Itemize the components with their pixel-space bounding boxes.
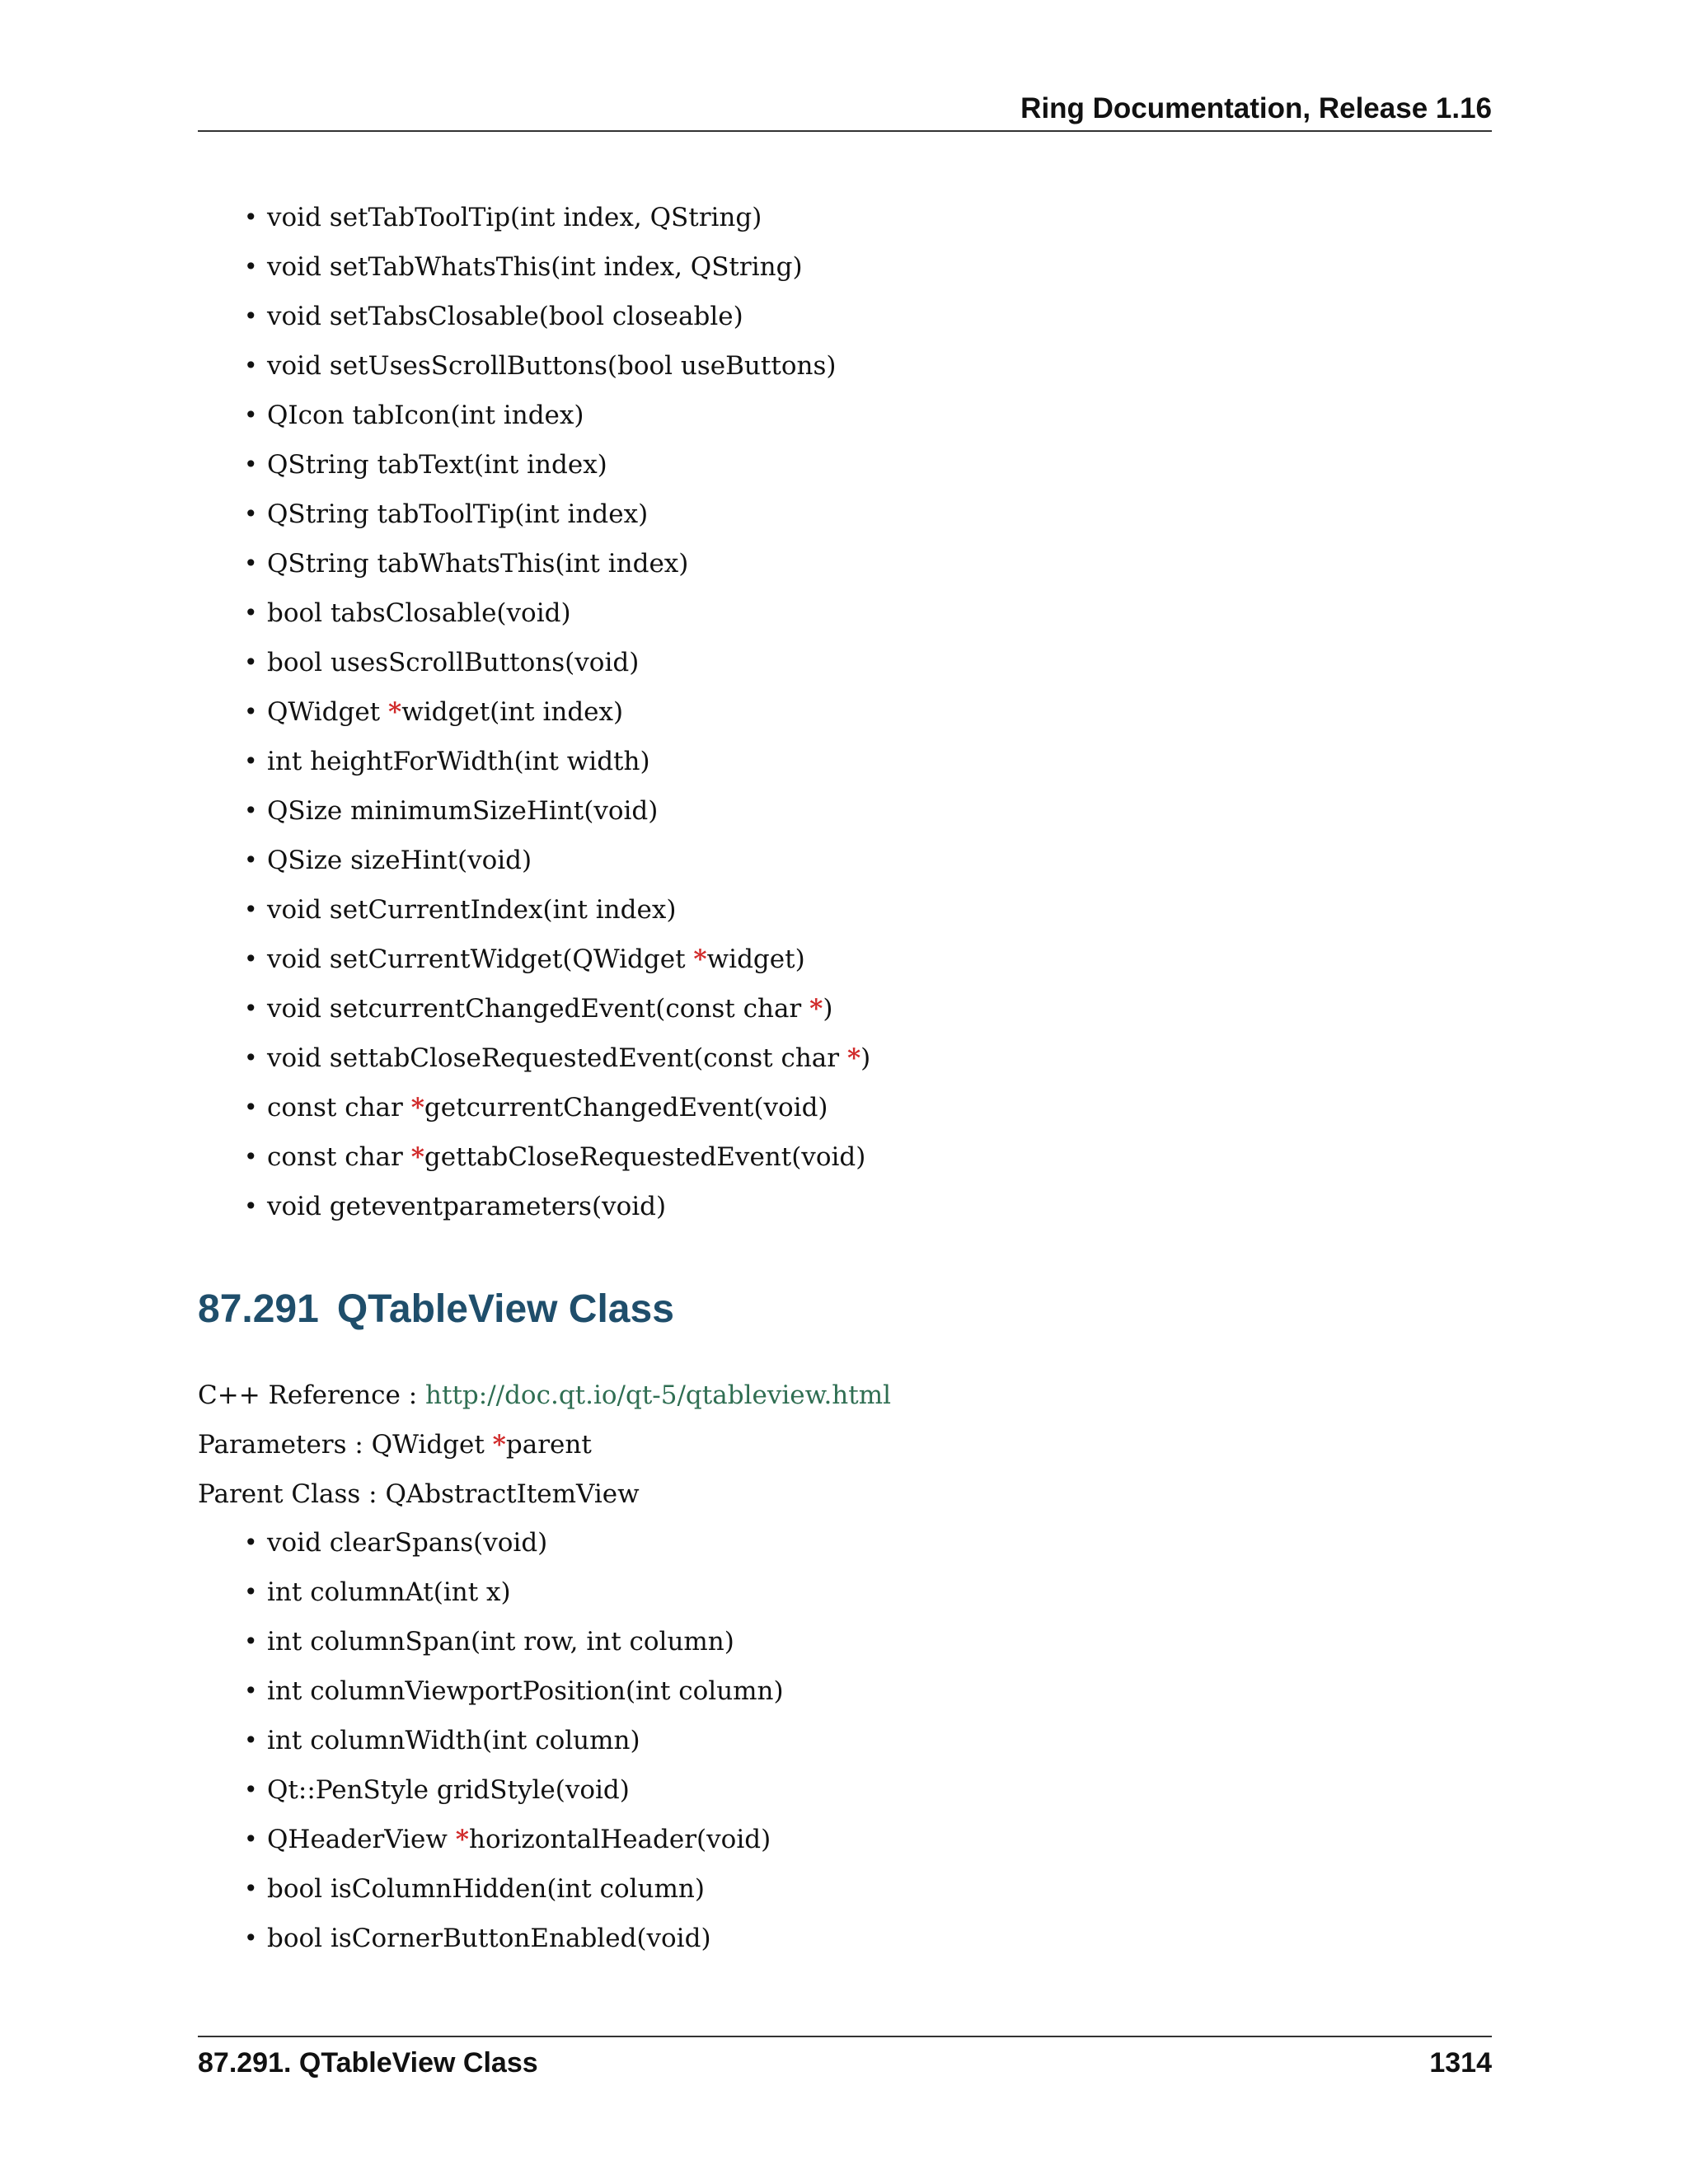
parameters-value: parent xyxy=(505,1430,592,1460)
method-list-item xyxy=(198,348,870,397)
method-list-item xyxy=(198,694,870,743)
bullet-icon: • xyxy=(244,1529,258,1556)
method-signature: void setTabToolTip(int index, QString) xyxy=(267,203,762,232)
section-title: QTableView Class xyxy=(336,1287,674,1331)
method-signature-rest: widget) xyxy=(706,944,805,974)
bullet-icon: • xyxy=(244,1825,258,1853)
method-signature: QString tabText(int index) xyxy=(267,450,607,480)
section-number: 87.291 xyxy=(198,1287,319,1331)
method-list-item xyxy=(198,397,870,447)
bullet-icon: • xyxy=(244,253,258,280)
method-list-item xyxy=(198,199,870,249)
method-signature: void setUsesScrollButtons(bool useButtons) xyxy=(267,351,837,381)
bullet-icon: • xyxy=(244,302,258,330)
running-footer xyxy=(198,2036,1492,2087)
method-signature: QIcon tabIcon(int index) xyxy=(267,401,584,430)
method-list-item xyxy=(198,1821,784,1871)
bullet-icon: • xyxy=(244,1193,258,1220)
method-signature: QString tabToolTip(int index) xyxy=(267,499,649,529)
method-signature: int columnWidth(int column) xyxy=(267,1726,640,1755)
method-signature: Qt::PenStyle gridStyle(void) xyxy=(267,1775,630,1805)
method-list-item xyxy=(198,644,870,694)
method-list-item xyxy=(198,1574,784,1624)
pointer-asterisk: * xyxy=(410,1142,424,1172)
method-signature: bool usesScrollButtons(void) xyxy=(267,648,640,677)
pointer-asterisk: * xyxy=(693,944,707,974)
bullet-icon: • xyxy=(244,550,258,577)
method-list-item xyxy=(198,1722,784,1772)
method-list-item xyxy=(198,298,870,348)
pointer-asterisk: * xyxy=(410,1093,424,1122)
method-list-item xyxy=(198,1040,870,1090)
method-signature: void settabCloseRequestedEvent(const char xyxy=(267,1043,847,1073)
method-signature: QHeaderView xyxy=(267,1825,456,1854)
bullet-icon: • xyxy=(244,204,258,231)
section-heading xyxy=(198,1283,674,1336)
method-list-item xyxy=(198,1139,870,1188)
bullet-icon: • xyxy=(244,1677,258,1704)
method-list-item xyxy=(198,793,870,842)
method-signature-rest: getcurrentChangedEvent(void) xyxy=(424,1093,828,1122)
method-signature: const char xyxy=(267,1142,411,1172)
bullet-icon: • xyxy=(244,945,258,972)
bullet-icon: • xyxy=(244,352,258,379)
bullet-icon: • xyxy=(244,1094,258,1121)
pointer-asterisk: * xyxy=(809,994,823,1024)
bullet-icon: • xyxy=(244,1776,258,1803)
method-list-item xyxy=(198,1673,784,1722)
method-signature-rest: horizontalHeader(void) xyxy=(469,1825,771,1854)
method-list-item xyxy=(198,1624,784,1673)
method-signature: void setCurrentWidget(QWidget xyxy=(267,944,694,974)
method-list-item xyxy=(198,546,870,595)
pointer-asterisk: * xyxy=(846,1043,861,1073)
method-list-item xyxy=(198,1525,784,1574)
cpp-reference-line xyxy=(198,1377,891,1413)
footer-section-title: 87.291. QTableView Class xyxy=(198,2047,538,2079)
bullet-icon: • xyxy=(244,698,258,725)
bullet-icon: • xyxy=(244,797,258,824)
method-signature: QSize minimumSizeHint(void) xyxy=(267,796,659,826)
bullet-icon: • xyxy=(244,1727,258,1754)
method-signature: int columnViewportPosition(int column) xyxy=(267,1676,784,1706)
method-signature-rest: gettabCloseRequestedEvent(void) xyxy=(424,1142,866,1172)
method-signature: bool isCornerButtonEnabled(void) xyxy=(267,1924,711,1953)
bullet-icon: • xyxy=(244,451,258,478)
parameters-line xyxy=(198,1427,592,1463)
method-signature: QWidget xyxy=(267,697,388,727)
method-signature: QString tabWhatsThis(int index) xyxy=(267,549,689,579)
method-signature: const char xyxy=(267,1093,411,1122)
bullet-icon: • xyxy=(244,500,258,527)
method-signature: void setcurrentChangedEvent(const char xyxy=(267,994,810,1024)
method-signature: int columnAt(int x) xyxy=(267,1577,511,1607)
method-list-item xyxy=(198,1772,784,1821)
method-signature: bool tabsClosable(void) xyxy=(267,598,571,628)
method-list-item xyxy=(198,249,870,298)
pointer-asterisk: * xyxy=(455,1825,469,1854)
method-signature: int columnSpan(int row, int column) xyxy=(267,1627,734,1657)
pointer-asterisk: * xyxy=(388,697,402,727)
method-list-previous-class xyxy=(198,199,870,1238)
method-signature: void setTabsClosable(bool closeable) xyxy=(267,302,743,331)
bullet-icon: • xyxy=(244,1924,258,1952)
method-list-item xyxy=(198,1090,870,1139)
method-signature: void setTabWhatsThis(int index, QString) xyxy=(267,252,803,282)
footer-page-number: 1314 xyxy=(1429,2047,1492,2079)
method-list-item xyxy=(198,842,870,892)
method-list-item xyxy=(198,1188,870,1238)
method-list-item xyxy=(198,1871,784,1920)
bullet-icon: • xyxy=(244,896,258,923)
method-signature: void setCurrentIndex(int index) xyxy=(267,895,677,925)
bullet-icon: • xyxy=(244,846,258,874)
method-list-item xyxy=(198,892,870,941)
method-signature-rest: widget(int index) xyxy=(401,697,624,727)
method-list-item xyxy=(198,991,870,1040)
bullet-icon: • xyxy=(244,401,258,429)
method-list-qtableview xyxy=(198,1525,784,1970)
method-signature: QSize sizeHint(void) xyxy=(267,846,532,875)
bullet-icon: • xyxy=(244,1578,258,1605)
bullet-icon: • xyxy=(244,649,258,676)
method-signature-rest: ) xyxy=(823,994,833,1024)
bullet-icon: • xyxy=(244,1875,258,1902)
method-list-item xyxy=(198,743,870,793)
method-signature: bool isColumnHidden(int column) xyxy=(267,1874,705,1904)
cpp-reference-link[interactable]: http://doc.qt.io/qt-5/qtableview.html xyxy=(425,1380,892,1410)
method-list-item xyxy=(198,941,870,991)
method-signature: void clearSpans(void) xyxy=(267,1528,548,1558)
method-list-item xyxy=(198,1920,784,1970)
bullet-icon: • xyxy=(244,1143,258,1170)
bullet-icon: • xyxy=(244,995,258,1022)
method-list-item xyxy=(198,447,870,496)
bullet-icon: • xyxy=(244,1044,258,1071)
document-title: Ring Documentation, Release 1.16 xyxy=(1020,92,1492,124)
parent-class-line: Parent Class : QAbstractItemView xyxy=(198,1479,640,1509)
bullet-icon: • xyxy=(244,599,258,626)
method-list-item xyxy=(198,595,870,644)
parameters-label: Parameters : QWidget xyxy=(198,1430,493,1460)
pointer-asterisk: * xyxy=(492,1430,506,1460)
running-header xyxy=(198,89,1492,132)
cpp-reference-label: C++ Reference : xyxy=(198,1380,426,1410)
method-signature-rest: ) xyxy=(860,1043,871,1073)
bullet-icon: • xyxy=(244,748,258,775)
method-list-item xyxy=(198,496,870,546)
bullet-icon: • xyxy=(244,1628,258,1655)
method-signature: int heightForWidth(int width) xyxy=(267,747,650,776)
method-signature: void geteventparameters(void) xyxy=(267,1192,667,1221)
